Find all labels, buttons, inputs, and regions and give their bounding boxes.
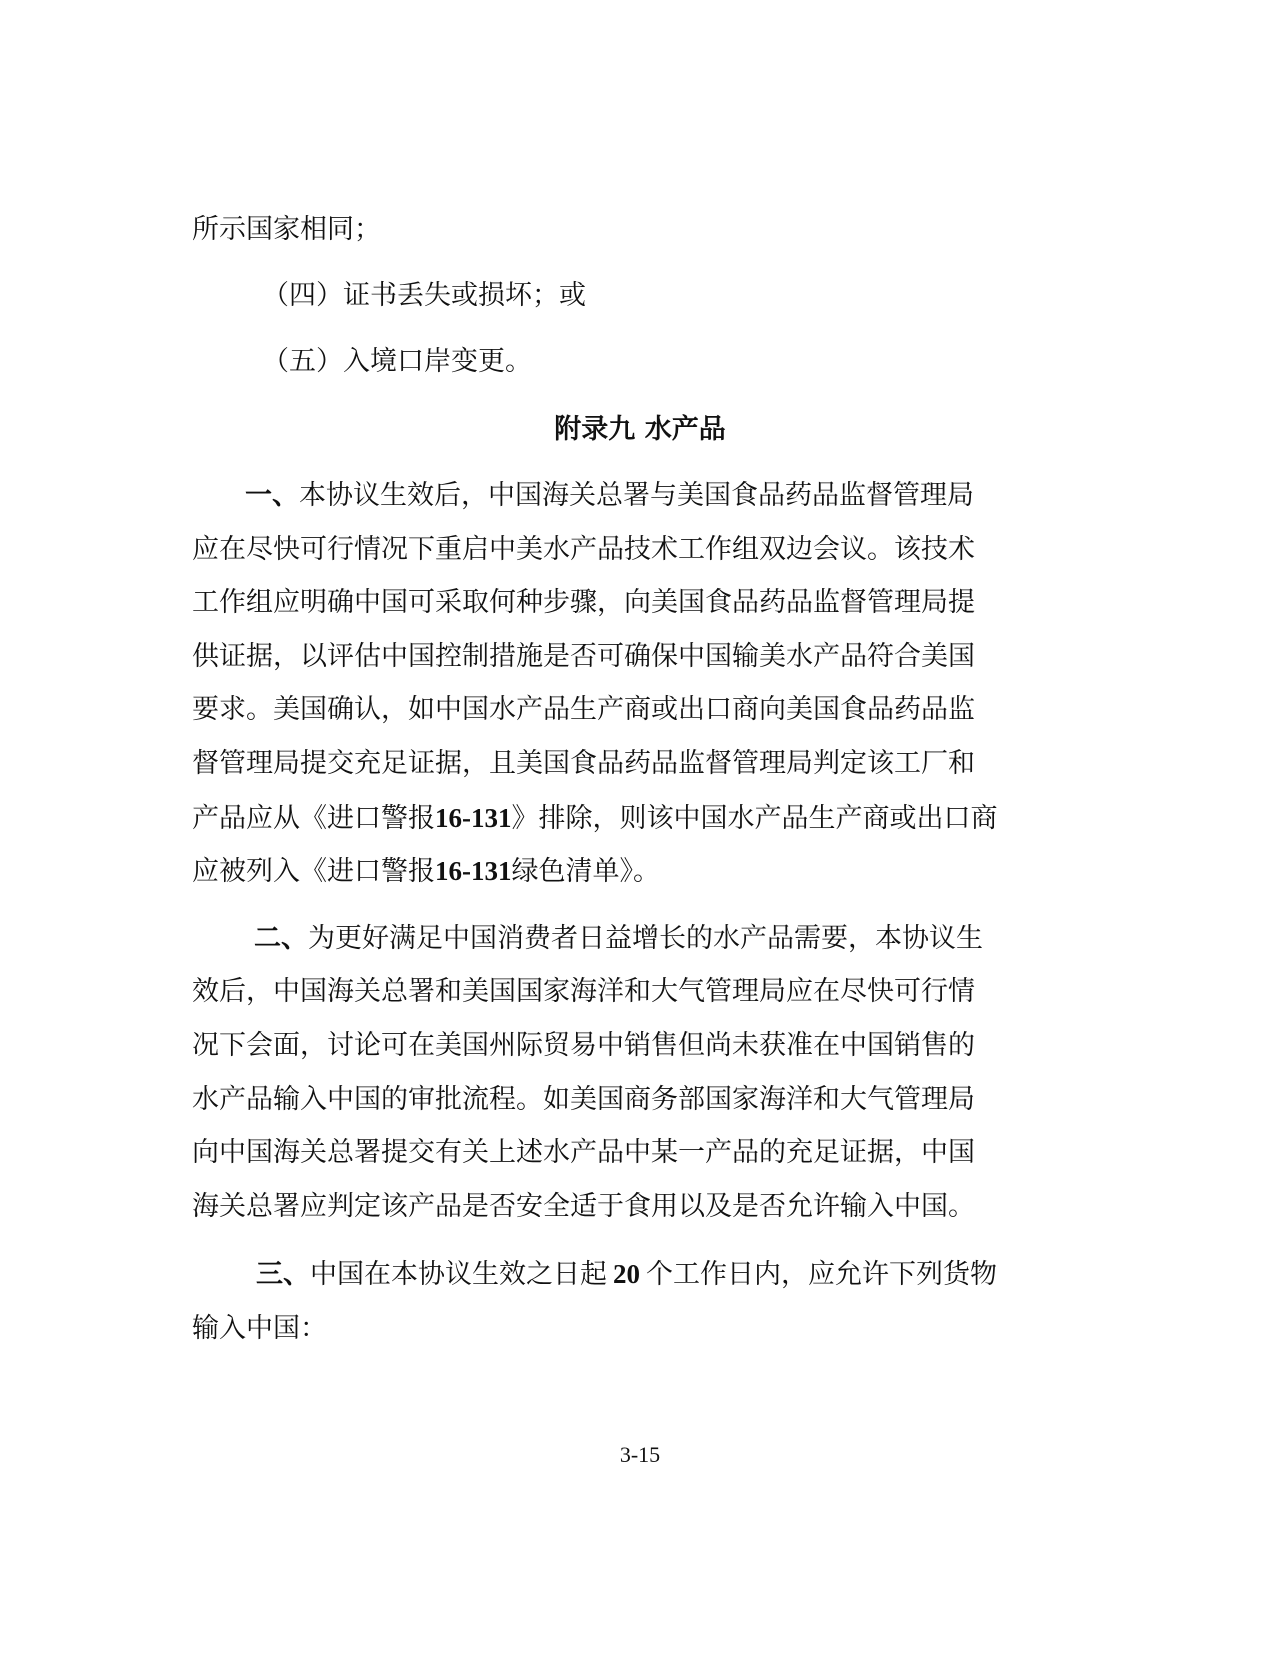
list-item-5 bbox=[262, 342, 1280, 382]
paragraph-1-line-3 bbox=[192, 583, 1280, 623]
import-alert-number: 16-131 bbox=[435, 803, 512, 833]
line-text: 水产品输入中国的审批流程。如美国商务部国家海洋和大气管理局 bbox=[192, 1084, 975, 1115]
line-text: （四）证书丢失或损坏；或 bbox=[262, 280, 586, 311]
line-text: 本协议生效后，中国海关总署与美国食品药品监督管理局 bbox=[299, 480, 974, 511]
paragraph-2-line-4 bbox=[192, 1080, 1280, 1120]
paragraph-3-line-2 bbox=[192, 1309, 1280, 1349]
paragraph-1-line-6 bbox=[192, 744, 1280, 784]
paragraph-2-number: 二、 bbox=[254, 923, 308, 954]
paragraph-2-line-2 bbox=[192, 972, 1280, 1012]
paragraph-1-line-5 bbox=[192, 690, 1280, 730]
page-number: 3-15 bbox=[619, 1442, 661, 1467]
paragraph-1-number: 一、 bbox=[245, 480, 299, 511]
paragraph-2-line-6 bbox=[192, 1187, 1280, 1227]
list-item-4 bbox=[262, 276, 1280, 316]
paragraph-1-line-2 bbox=[192, 530, 1280, 570]
text-line-1 bbox=[192, 210, 1280, 250]
line-text: 供证据，以评估中国控制措施是否可确保中国输美水产品符合美国 bbox=[192, 641, 975, 672]
line-text: 要求。美国确认，如中国水产品生产商或出口商向美国食品药品监 bbox=[192, 694, 975, 725]
paragraph-1-line-4 bbox=[192, 637, 1280, 677]
section-heading: 附录九 水产品 bbox=[554, 414, 726, 445]
paragraph-2-line-3 bbox=[192, 1026, 1280, 1066]
line-text: 产品应从《进口警报 bbox=[192, 803, 435, 834]
line-text: 工作组应明确中国可采取何种步骤，向美国食品药品监督管理局提 bbox=[192, 587, 975, 618]
line-text: 所示国家相同； bbox=[192, 214, 381, 245]
paragraph-2-line-1 bbox=[254, 919, 1280, 959]
line-text: 应在尽快可行情况下重启中美水产品技术工作组双边会议。该技术 bbox=[192, 534, 975, 565]
paragraph-3-line-1 bbox=[256, 1254, 1280, 1295]
line-text: 效后，中国海关总署和美国国家海洋和大气管理局应在尽快可行情 bbox=[192, 976, 975, 1007]
line-text: 为更好满足中国消费者日益增长的水产品需要，本协议生 bbox=[308, 923, 983, 954]
paragraph-1-line-7 bbox=[192, 798, 1280, 839]
line-text: 况下会面，讨论可在美国州际贸易中销售但尚未获准在中国销售的 bbox=[192, 1030, 975, 1061]
line-text: 输入中国： bbox=[192, 1313, 327, 1344]
line-text: 中国在本协议生效之日起 bbox=[310, 1259, 607, 1290]
paragraph-3-number: 三、 bbox=[256, 1259, 310, 1290]
line-text: 应被列入《进口警报 bbox=[192, 856, 435, 887]
line-text: 个工作日内，应允许下列货物 bbox=[646, 1259, 997, 1290]
paragraph-2-line-5 bbox=[192, 1133, 1280, 1173]
paragraph-1-line-8 bbox=[192, 851, 1280, 892]
line-text: 绿色清单》。 bbox=[511, 856, 660, 887]
line-text: 向中国海关总署提交有关上述水产品中某一产品的充足证据，中国 bbox=[192, 1137, 975, 1168]
import-alert-number: 16-131 bbox=[435, 856, 512, 886]
paragraph-1-line-1 bbox=[245, 476, 1280, 516]
line-text: （五）入境口岸变更。 bbox=[262, 346, 532, 377]
day-count: 20 bbox=[613, 1259, 640, 1289]
line-text: 督管理局提交充足证据，且美国食品药品监督管理局判定该工厂和 bbox=[192, 748, 975, 779]
line-text: 海关总署应判定该产品是否安全适于食用以及是否允许输入中国。 bbox=[192, 1191, 975, 1222]
line-text: 》排除，则该中国水产品生产商或出口商 bbox=[511, 803, 998, 834]
